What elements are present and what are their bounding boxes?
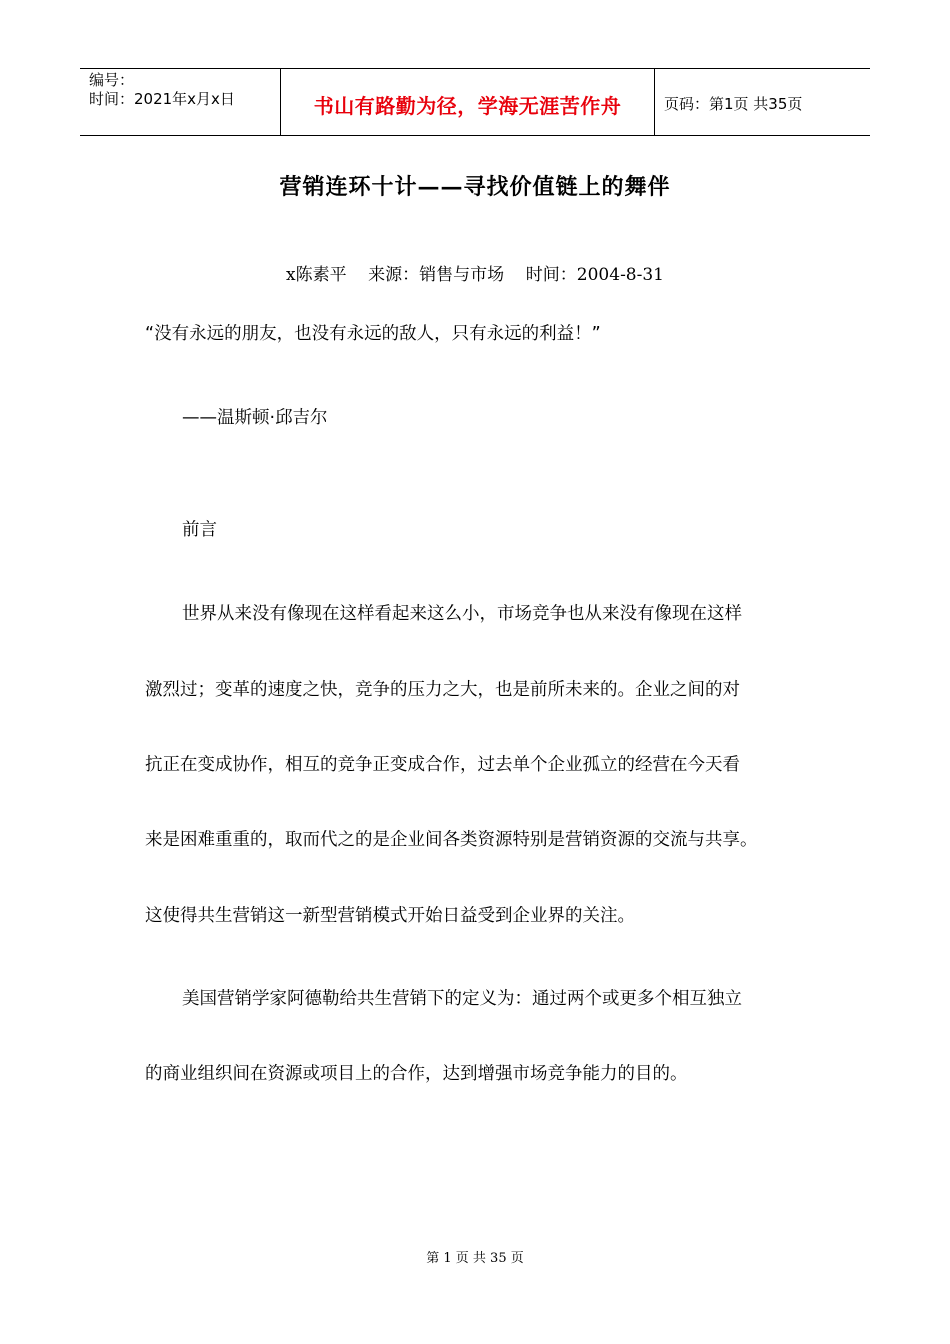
paragraph-line: 激烈过；变革的速度之快，竞争的压力之大，也是前所未来的。企业之间的对 (145, 680, 740, 700)
header-table (80, 68, 870, 136)
paragraph-line: 的商业组织间在资源或项目上的合作，达到增强市场竞争能力的目的。 (145, 1064, 688, 1084)
quote-author: ——温斯顿·邱吉尔 (182, 408, 328, 428)
number-label: 编号： (89, 71, 135, 89)
byline: x陈素平 来源：销售与市场 时间：2004-8-31 (285, 265, 665, 285)
header-motto: 书山有路勤为径，学海无涯苦作舟 (281, 69, 655, 135)
page-footer: 第 1 页 共 35 页 (426, 1251, 524, 1266)
section-heading: 前言 (182, 520, 217, 540)
paragraph-line: 来是困难重重的，取而代之的是企业间各类资源特别是营销资源的交流与共享。 (145, 830, 758, 850)
header-page-info: 页码：第1页 共35页 (664, 94, 803, 113)
paragraph-line: 抗正在变成协作，相互的竞争正变成合作，过去单个企业孤立的经营在今天看 (145, 755, 740, 775)
header-meta-cell (80, 69, 281, 135)
document-title: 营销连环十计——寻找价值链上的舞伴 (279, 174, 671, 200)
time-label: 时间：2021年x月x日 (89, 90, 235, 108)
paragraph-line: 这使得共生营销这一新型营销模式开始日益受到企业界的关注。 (145, 906, 635, 926)
quote: “没有永远的朋友，也没有永远的敌人，只有永远的利益！” (145, 324, 601, 344)
paragraph-line: 美国营销学家阿德勒给共生营销下的定义为：通过两个或更多个相互独立 (182, 989, 742, 1009)
paragraph-line: 世界从来没有像现在这样看起来这么小，市场竞争也从来没有像现在这样 (182, 604, 742, 624)
